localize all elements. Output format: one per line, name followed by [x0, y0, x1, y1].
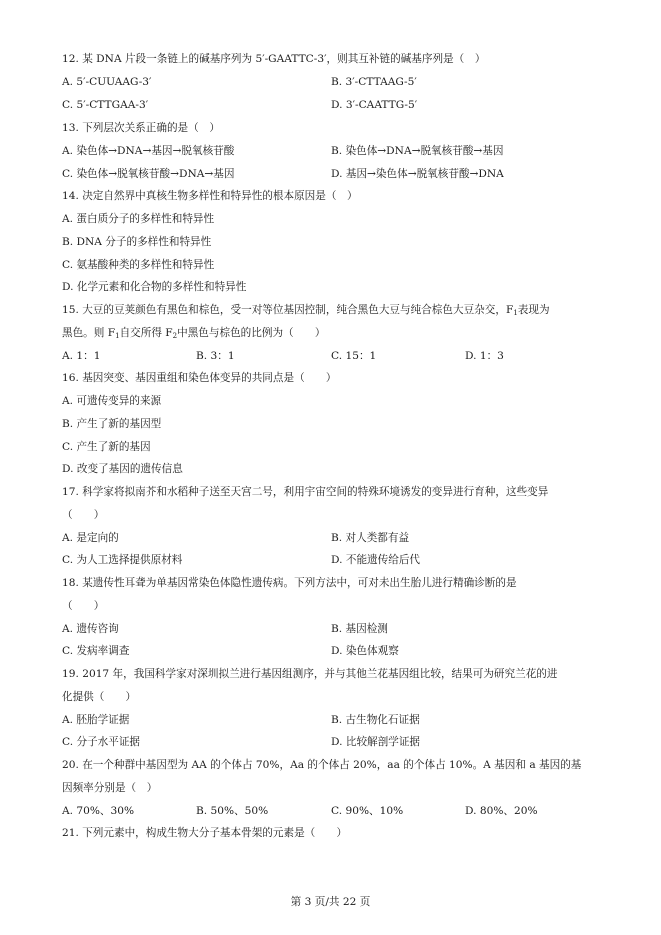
question-17-option-b: B. 对人类都有益 [331, 532, 410, 544]
question-18-option-a: A. 遗传咨询 [62, 623, 119, 635]
question-20-option-d: D. 80%、20% [465, 805, 538, 817]
question-16-option-c: C. 产生了新的基因 [62, 441, 151, 453]
question-14-option-a: A. 蛋白质分子的多样性和特异性 [62, 213, 215, 225]
question-20-option-c: C. 90%、10% [331, 805, 404, 817]
question-13-stem: 13. 下列层次关系正确的是（ ） [62, 122, 220, 134]
question-16-stem: 16. 基因突变、基因重组和染色体变异的共同点是（ ） [62, 372, 337, 384]
question-17-option-a: A. 是定向的 [62, 532, 119, 544]
question-17-stem-line2: （ ） [62, 509, 105, 521]
question-19-stem-line1: 19. 2017 年，我国科学家对深圳拟兰进行基因组测序，并与其他兰花基因组比较，结果可为研究兰花的进 [62, 668, 558, 680]
question-20-option-a: A. 70%、30% [62, 805, 135, 817]
question-13-option-a: A. 染色体→DNA→基因→脱氧核苷酸 [62, 145, 235, 157]
question-20-stem-line2: 因频率分别是（ ） [62, 782, 158, 794]
question-15-option-a: A. 1：1 [62, 350, 101, 362]
question-15-option-c: C. 15：1 [331, 350, 377, 362]
question-19-option-c: C. 分子水平证据 [62, 736, 141, 748]
question-13-option-b: B. 染色体→DNA→脱氧核苷酸→基因 [331, 145, 504, 157]
question-12-option-c: C. 5′-CTTGAA-3′ [62, 99, 149, 111]
question-16-option-a: A. 可遗传变异的来源 [62, 395, 162, 407]
question-12-option-d: D. 3′-CAATTG-5′ [331, 99, 418, 111]
question-12-stem: 12. 某 DNA 片段一条链上的碱基序列为 5′-GAATTC-3′，则其互补链的碱基序列是（ ） [62, 53, 486, 65]
question-17-option-c: C. 为人工选择提供原材料 [62, 554, 183, 566]
question-12-option-a: A. 5′-CUUAAG-3′ [62, 76, 152, 88]
question-18-stem-line1: 18. 某遗传性耳聋为单基因常染色体隐性遗传病。下列方法中，可对未出生胎儿进行精确诊断的是 [62, 577, 517, 589]
question-14-option-b: B. DNA 分子的多样性和特异性 [62, 236, 212, 248]
question-19-option-d: D. 比较解剖学证据 [331, 736, 421, 748]
question-14-option-c: C. 氨基酸种类的多样性和特异性 [62, 259, 215, 271]
question-16-option-b: B. 产生了新的基因型 [62, 418, 162, 430]
question-13-option-d: D. 基因→染色体→脱氧核苷酸→DNA [331, 168, 504, 180]
question-12-option-b: B. 3′-CTTAAG-5′ [331, 76, 417, 88]
question-15-stem-line1: 15. 大豆的豆荚颜色有黑色和棕色，受一对等位基因控制，纯合黑色大豆与纯合棕色大豆杂交，$F_1$表现为 [62, 304, 550, 317]
question-15-option-d: D. 1：3 [465, 350, 504, 362]
question-20-stem-line1: 20. 在一个种群中基因型为 AA 的个体占 70%，Aa 的个体占 20%，aa 的个体占 10%。A 基因和 a 基因的基 [62, 759, 582, 771]
question-18-option-d: D. 染色体观察 [331, 645, 399, 657]
question-13-option-c: C. 染色体→脱氧核苷酸→DNA→基因 [62, 168, 235, 180]
question-14-option-d: D. 化学元素和化合物的多样性和特异性 [62, 281, 247, 293]
question-15-option-b: B. 3：1 [196, 350, 235, 362]
page-footer: 第 3 页/共 22 页 [290, 896, 371, 908]
question-19-stem-line2: 化提供（ ） [62, 691, 137, 703]
question-14-stem: 14. 决定自然界中真核生物多样性和特异性的根本原因是（ ） [62, 190, 358, 202]
question-20-option-b: B. 50%、50% [196, 805, 269, 817]
question-16-option-d: D. 改变了基因的遗传信息 [62, 463, 183, 475]
question-19-option-b: B. 古生物化石证据 [331, 714, 420, 726]
question-17-stem-line1: 17. 科学家将拟南芥和水稻种子送至天宫二号，利用宇宙空间的特殊环境诱发的变异进行育种，这些变异 [62, 486, 549, 498]
question-17-option-d: D. 不能遗传给后代 [331, 554, 421, 566]
question-19-option-a: A. 胚胎学证据 [62, 714, 130, 726]
question-18-option-b: B. 基因检测 [331, 623, 388, 635]
question-18-stem-line2: （ ） [62, 600, 105, 612]
question-18-option-c: C. 发病率调查 [62, 645, 130, 657]
question-21-stem: 21. 下列元素中，构成生物大分子基本骨架的元素是（ ） [62, 827, 348, 839]
question-15-stem-line2: 黑色。则 $F_1$自交所得 $F_2$中黑色与棕色的比例为（ ） [62, 327, 326, 340]
